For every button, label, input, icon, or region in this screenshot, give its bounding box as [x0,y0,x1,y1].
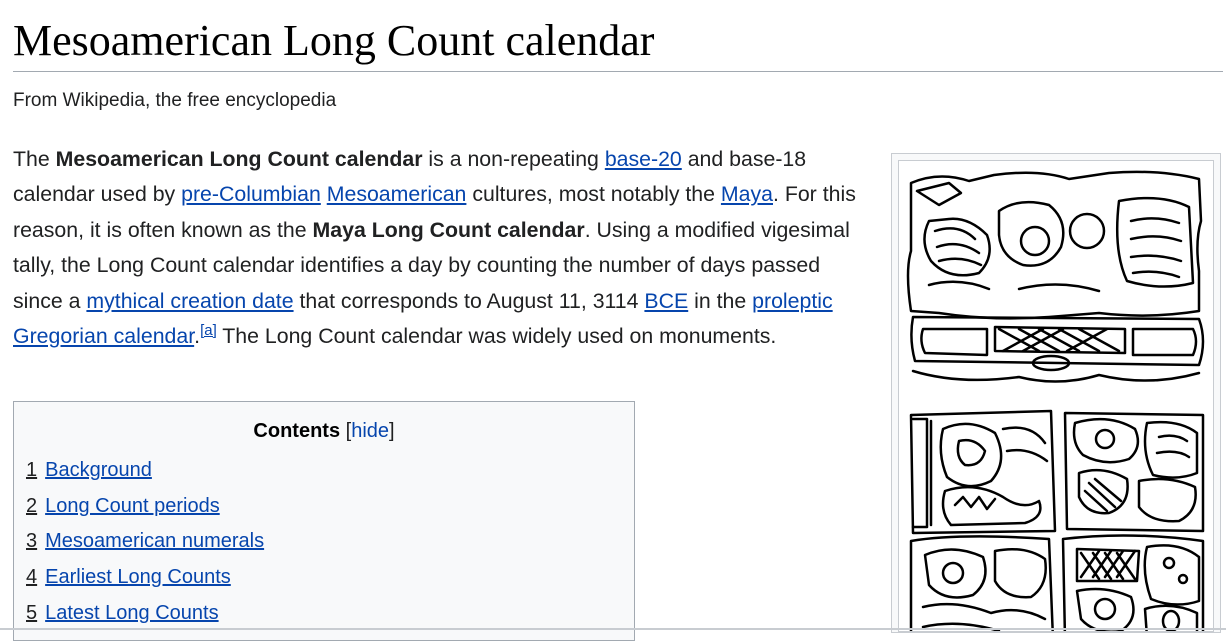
link-pre-columbian[interactable]: pre-Columbian [181,182,321,207]
intro-paragraph: The Mesoamerican Long Count calendar is a non-repeating base-20 and base-18 calendar used by pre-Columbian Mesoamerican cultures, most notably the Maya. For this reason, it is often known as the Maya Long Count calendar. Using a modified vigesimal tally, the Long Count calendar identifies a day by counting the number of days passed since a mythical creation date that corresponds to August 11, 3114 BCE in the proleptic Gregorian calendar.[a] The Long Count calendar was widely used on monuments. [13,147,856,349]
toc-item-mesoamerican-numerals[interactable] [26,528,264,564]
title-divider [13,71,1223,72]
toc-number: 3 [26,530,38,553]
toc-list [26,457,264,635]
toc-link-mesoamerican-numerals[interactable]: Mesoamerican numerals [45,530,265,553]
link-maya[interactable]: Maya [720,182,773,207]
toc-heading: Contents [253,420,341,442]
toc-header: Contents [hide] [253,420,395,442]
toc-number: 4 [26,566,38,589]
toc-item-earliest-long-counts[interactable] [26,564,264,600]
toc-link-earliest-long-counts[interactable]: Earliest Long Counts [45,566,231,589]
toc-number: 1 [26,459,38,481]
toc-number: 2 [26,494,38,517]
site-subtitle: From Wikipedia, the free encyclopedia [13,90,337,111]
infobox [891,153,1221,633]
toc-link-background[interactable]: Background [45,459,152,481]
link-bce[interactable]: BCE [644,288,689,313]
link-mythical-creation-date[interactable]: mythical creation date [86,288,294,313]
bold-term-mesoamerican-long-count: Mesoamerican Long Count calendar [55,147,423,171]
link-base-20[interactable]: base-20 [604,147,682,171]
page-title: Mesoamerican Long Count calendar [13,16,655,65]
stela-glyph-image[interactable] [898,160,1214,632]
toc-number: 5 [26,601,38,624]
toc-hide-toggle[interactable]: hide [351,420,390,442]
toc-link-long-count-periods[interactable]: Long Count periods [45,494,220,517]
footnote-a[interactable]: [a] [200,321,217,339]
link-proleptic-gregorian-calendar[interactable]: proleptic Gregorian calendar [13,288,833,349]
link-mesoamerican[interactable]: Mesoamerican [326,182,467,207]
toc-item-background[interactable] [26,457,264,493]
toc-link-latest-long-counts[interactable]: Latest Long Counts [45,601,219,624]
toc-item-latest-long-counts[interactable] [26,600,264,636]
maya-glyph-drawing [899,161,1214,632]
toc-item-long-count-periods[interactable] [26,493,264,529]
bold-term-maya-long-count: Maya Long Count calendar [312,217,585,242]
table-of-contents [13,401,635,641]
